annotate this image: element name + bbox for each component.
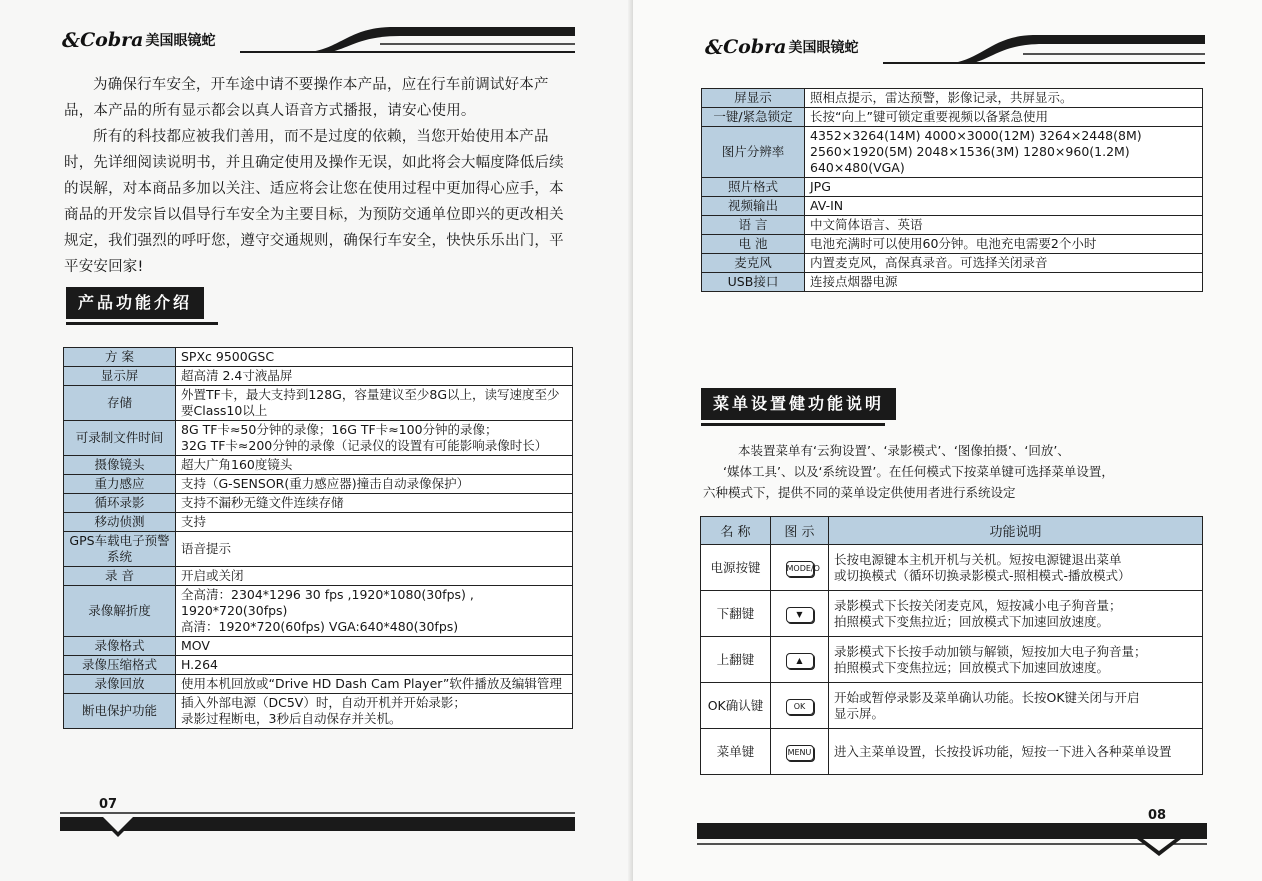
spec-value-line: 支持（G-SENSOR(重力感应器)撞击自动录像保护） — [181, 476, 470, 491]
key-icon-cell — [771, 591, 829, 637]
header-swoosh — [240, 22, 580, 56]
spec-label: 录 音 — [64, 567, 176, 586]
key-name: OK确认键 — [701, 683, 771, 729]
menu-intro-line: ‘媒体工具’、以及‘系统设置’。在任何模式下按菜单键可选择菜单设置， — [723, 464, 1114, 479]
power-mode-key-icon: MODE/O — [786, 561, 814, 577]
spec-value — [176, 456, 573, 475]
intro-paragraph: 为确保行车安全，开车途中请不要操作本产品，应在行车前调试好本产品，本产品的所有显示都会以真人语音方式播报，请安心使用。 — [64, 77, 549, 119]
spec-row — [64, 386, 573, 421]
spec-value — [805, 254, 1203, 273]
key-name: 上翻键 — [701, 637, 771, 683]
spec-label: 循环录影 — [64, 494, 176, 513]
menu-key-icon: MENU — [786, 745, 814, 761]
section-underline — [66, 322, 218, 325]
page-number: 08 — [1148, 808, 1167, 823]
spec-label: 图片分辨率 — [702, 127, 805, 178]
spec-row — [64, 421, 573, 456]
spec-value-line: JPG — [810, 179, 831, 194]
key-description — [829, 729, 1203, 775]
spec-row — [64, 675, 573, 694]
key-description-line: 显示屏。 — [834, 705, 885, 721]
key-description-line: 拍照模式下变焦拉近；回放模式下加速回放速度。 — [834, 613, 1110, 629]
key-icon-cell — [771, 637, 829, 683]
spec-label: 照片格式 — [702, 178, 805, 197]
spec-label: 显示屏 — [64, 367, 176, 386]
spec-value-line: AV-IN — [810, 198, 844, 213]
cobra-snake-icon: & — [705, 35, 724, 59]
spec-label: 可录制文件时间 — [64, 421, 176, 456]
menu-intro-line: 六种模式下，提供不同的菜单设定供使用者进行系统设定 — [703, 485, 1016, 500]
spec-row — [64, 532, 573, 567]
spec-row — [702, 273, 1203, 292]
key-description — [829, 591, 1203, 637]
key-description-line: 录影模式下长按手动加锁与解锁，短按加大电子狗音量； — [834, 643, 1147, 659]
cobra-snake-icon: & — [62, 28, 81, 52]
spec-value-line: 超大广角160度镜头 — [181, 457, 293, 472]
spec-row — [64, 637, 573, 656]
spec-value-line: 640×480(VGA) — [810, 160, 905, 175]
spec-value — [176, 532, 573, 567]
spec-value-line: 开启或关闭 — [181, 568, 244, 583]
spec-value — [176, 494, 573, 513]
spec-value-line: SPXc 9500GSC — [181, 349, 275, 364]
spec-value-line: 内置麦克风，高保真录音。可选择关闭录音 — [810, 255, 1048, 270]
spec-row — [64, 367, 573, 386]
intro-paragraph: 所有的科技都应被我们善用，而不是过度的依赖，当您开始使用本产品时，先详细阅读说明书，并且确定使用及操作无误，如此将会大幅度降低后续的误解，对本商品多加以关注、适应将会让您在使用过程中更加得心应手，本商品的开发宗旨以倡导行车安全为主要目标，为预防交通单位即兴的更改相关规定，我们强烈的呼吁您，遵守交通规则，确保行车安全，快快乐乐出门，平平安安回家! — [64, 129, 564, 275]
key-description-line: 或切换模式（循环切换录影模式-照相模式-播放模式） — [834, 567, 1131, 583]
spec-row — [64, 586, 573, 637]
spec-row — [64, 694, 573, 729]
spec-value — [805, 273, 1203, 292]
spec-label: 录像格式 — [64, 637, 176, 656]
spec-row — [702, 197, 1203, 216]
spec-label: 摄像镜头 — [64, 456, 176, 475]
spec-value-line: 全高清：2304*1296 30 fps ,1920*1080(30fps) , 1920*720(30fps) — [181, 587, 474, 618]
spec-row — [702, 178, 1203, 197]
page-right — [633, 0, 1262, 881]
spec-value — [176, 567, 573, 586]
spec-value — [805, 235, 1203, 254]
spec-value-line: 2560×1920(5M) 2048×1536(3M) 1280×960(1.2M) — [810, 144, 1130, 159]
key-description — [829, 637, 1203, 683]
spec-label: 方 案 — [64, 348, 176, 367]
spec-value — [176, 421, 573, 456]
spec-value-line: 32G TF卡≈200分钟的录像（记录仪的设置有可能影响录像时长） — [181, 438, 548, 453]
spec-label: 麦克风 — [702, 254, 805, 273]
key-function-table — [700, 516, 1203, 775]
spec-value-line: 高清：1920*720(60fps) VGA:640*480(30fps) — [181, 619, 459, 634]
spec-row — [64, 456, 573, 475]
key-icon-cell — [771, 545, 829, 591]
spec-row — [702, 254, 1203, 273]
spec-row — [64, 567, 573, 586]
spec-value-line: 超高清 2.4寸液晶屏 — [181, 368, 293, 383]
section-underline — [701, 423, 885, 426]
spec-label: 屏显示 — [702, 89, 805, 108]
spec-value — [805, 89, 1203, 108]
col-header-icon: 图 示 — [771, 517, 829, 545]
spec-value-line: 使用本机回放或“Drive HD Dash Cam Player”软件播放及编辑管理 — [181, 676, 562, 691]
spec-value — [176, 694, 573, 729]
spec-value-line: 支持 — [181, 514, 207, 529]
key-row — [701, 729, 1203, 775]
spec-label: 视频输出 — [702, 197, 805, 216]
key-description — [829, 683, 1203, 729]
spec-row — [64, 513, 573, 532]
section-title-features: 产品功能介绍 — [66, 287, 204, 319]
spec-value — [805, 108, 1203, 127]
footer-band — [697, 820, 1207, 856]
key-row — [701, 683, 1203, 729]
key-description — [829, 545, 1203, 591]
spec-value — [176, 586, 573, 637]
spec-label: 存储 — [64, 386, 176, 421]
spec-value — [176, 367, 573, 386]
up-key-icon: ▲ — [786, 653, 814, 669]
key-row — [701, 591, 1203, 637]
down-key-icon: ▼ — [786, 607, 814, 623]
spec-value-line: 连接点烟器电源 — [810, 274, 898, 289]
key-name: 下翻键 — [701, 591, 771, 637]
spec-value — [176, 475, 573, 494]
menu-intro — [703, 440, 1213, 503]
key-description-line: 长按电源键本主机开机与关机。短按电源键退出菜单 — [834, 551, 1122, 567]
spec-label: 重力感应 — [64, 475, 176, 494]
brand-subtitle: 美国眼镜蛇 — [788, 40, 859, 56]
spec-label: GPS车载电子预警系统 — [64, 532, 176, 567]
spec-label: 电 池 — [702, 235, 805, 254]
spec-value-line: MOV — [181, 638, 210, 653]
spec-row — [702, 127, 1203, 178]
key-description-line: 进入主菜单设置，长按投诉功能，短按一下进入各种菜单设置 — [834, 743, 1172, 759]
section-title-menu: 菜单设置健功能说明 — [701, 388, 896, 420]
key-description-line: 拍照模式下变焦拉远；回放模式下加速回放速度。 — [834, 659, 1110, 675]
spec-table-left — [63, 347, 573, 729]
spec-value-line: 插入外部电源（DC5V）时，自动开机并开始录影； — [181, 695, 466, 710]
spec-value — [176, 386, 573, 421]
page-number: 07 — [99, 797, 118, 812]
spec-label: 移动侦测 — [64, 513, 176, 532]
spec-label: USB接口 — [702, 273, 805, 292]
spec-label: 录像压缩格式 — [64, 656, 176, 675]
ok-key-icon: OK — [786, 699, 814, 715]
spec-label: 断电保护功能 — [64, 694, 176, 729]
spec-value — [176, 513, 573, 532]
spec-row — [64, 348, 573, 367]
spec-row — [702, 89, 1203, 108]
menu-intro-line: 本装置菜单有‘云狗设置’、‘录影模式’、‘图像拍摄’、‘回放’、 — [738, 443, 1070, 458]
intro-text — [64, 72, 576, 280]
spec-value — [176, 656, 573, 675]
spec-value-line: 支持不漏秒无缝文件连续存储 — [181, 495, 344, 510]
spec-value — [805, 216, 1203, 235]
spec-value-line: 8G TF卡≈50分钟的录像；16G TF卡≈100分钟的录像； — [181, 422, 498, 437]
col-header-function: 功能说明 — [829, 517, 1203, 545]
spec-label: 一键/紧急锁定 — [702, 108, 805, 127]
spec-value-line: 长按“向上”键可锁定重要视频以备紧急使用 — [810, 109, 1048, 124]
spec-value — [176, 348, 573, 367]
spec-label: 录像解折度 — [64, 586, 176, 637]
key-name: 菜单键 — [701, 729, 771, 775]
spec-row — [64, 656, 573, 675]
spec-value-line: 照相点提示，雷达预警，影像记录，共屏显示。 — [810, 90, 1073, 105]
key-row — [701, 637, 1203, 683]
spec-value — [176, 637, 573, 656]
footer-band — [60, 811, 575, 837]
spec-value-line: 4352×3264(14M) 4000×3000(12M) 3264×2448(8M) — [810, 128, 1142, 143]
brand-subtitle: 美国眼镜蛇 — [145, 33, 216, 49]
key-name: 电源按键 — [701, 545, 771, 591]
spec-value-line: 录影过程断电，3秒后自动保存并关机。 — [181, 711, 402, 726]
key-icon-cell — [771, 729, 829, 775]
spec-value-line: H.264 — [181, 657, 219, 672]
spec-label: 语 言 — [702, 216, 805, 235]
brand-name: Cobra — [80, 29, 144, 51]
spec-row — [702, 216, 1203, 235]
key-row — [701, 545, 1203, 591]
spec-row — [702, 235, 1203, 254]
key-description-line: 开始或暂停录影及菜单确认功能。长按OK键关闭与开启 — [834, 689, 1140, 705]
spec-row — [64, 475, 573, 494]
header-swoosh — [883, 30, 1209, 66]
spec-value — [805, 178, 1203, 197]
spec-value-line: 中文简体语言、英语 — [810, 217, 923, 232]
key-description-line: 录影模式下长按关闭麦克风，短按减小电子狗音量； — [834, 597, 1122, 613]
spec-label: 录像回放 — [64, 675, 176, 694]
spec-value-line: 电池充满时可以使用60分钟。电池充电需要2个小时 — [810, 236, 1097, 251]
spec-table-right — [701, 88, 1203, 292]
spec-row — [64, 494, 573, 513]
spec-value — [176, 675, 573, 694]
spec-value-line: 外置TF卡，最大支持到128G，容量建议至少8G以上，读写速度至少要Class10以上 — [181, 387, 560, 418]
spec-value — [805, 197, 1203, 216]
col-header-name: 名 称 — [701, 517, 771, 545]
spec-row — [702, 108, 1203, 127]
spec-value-line: 语音提示 — [181, 541, 232, 556]
cobra-logo — [62, 28, 215, 52]
cobra-logo — [705, 35, 858, 59]
key-icon-cell — [771, 683, 829, 729]
spec-value — [805, 127, 1203, 178]
brand-name: Cobra — [723, 36, 787, 58]
